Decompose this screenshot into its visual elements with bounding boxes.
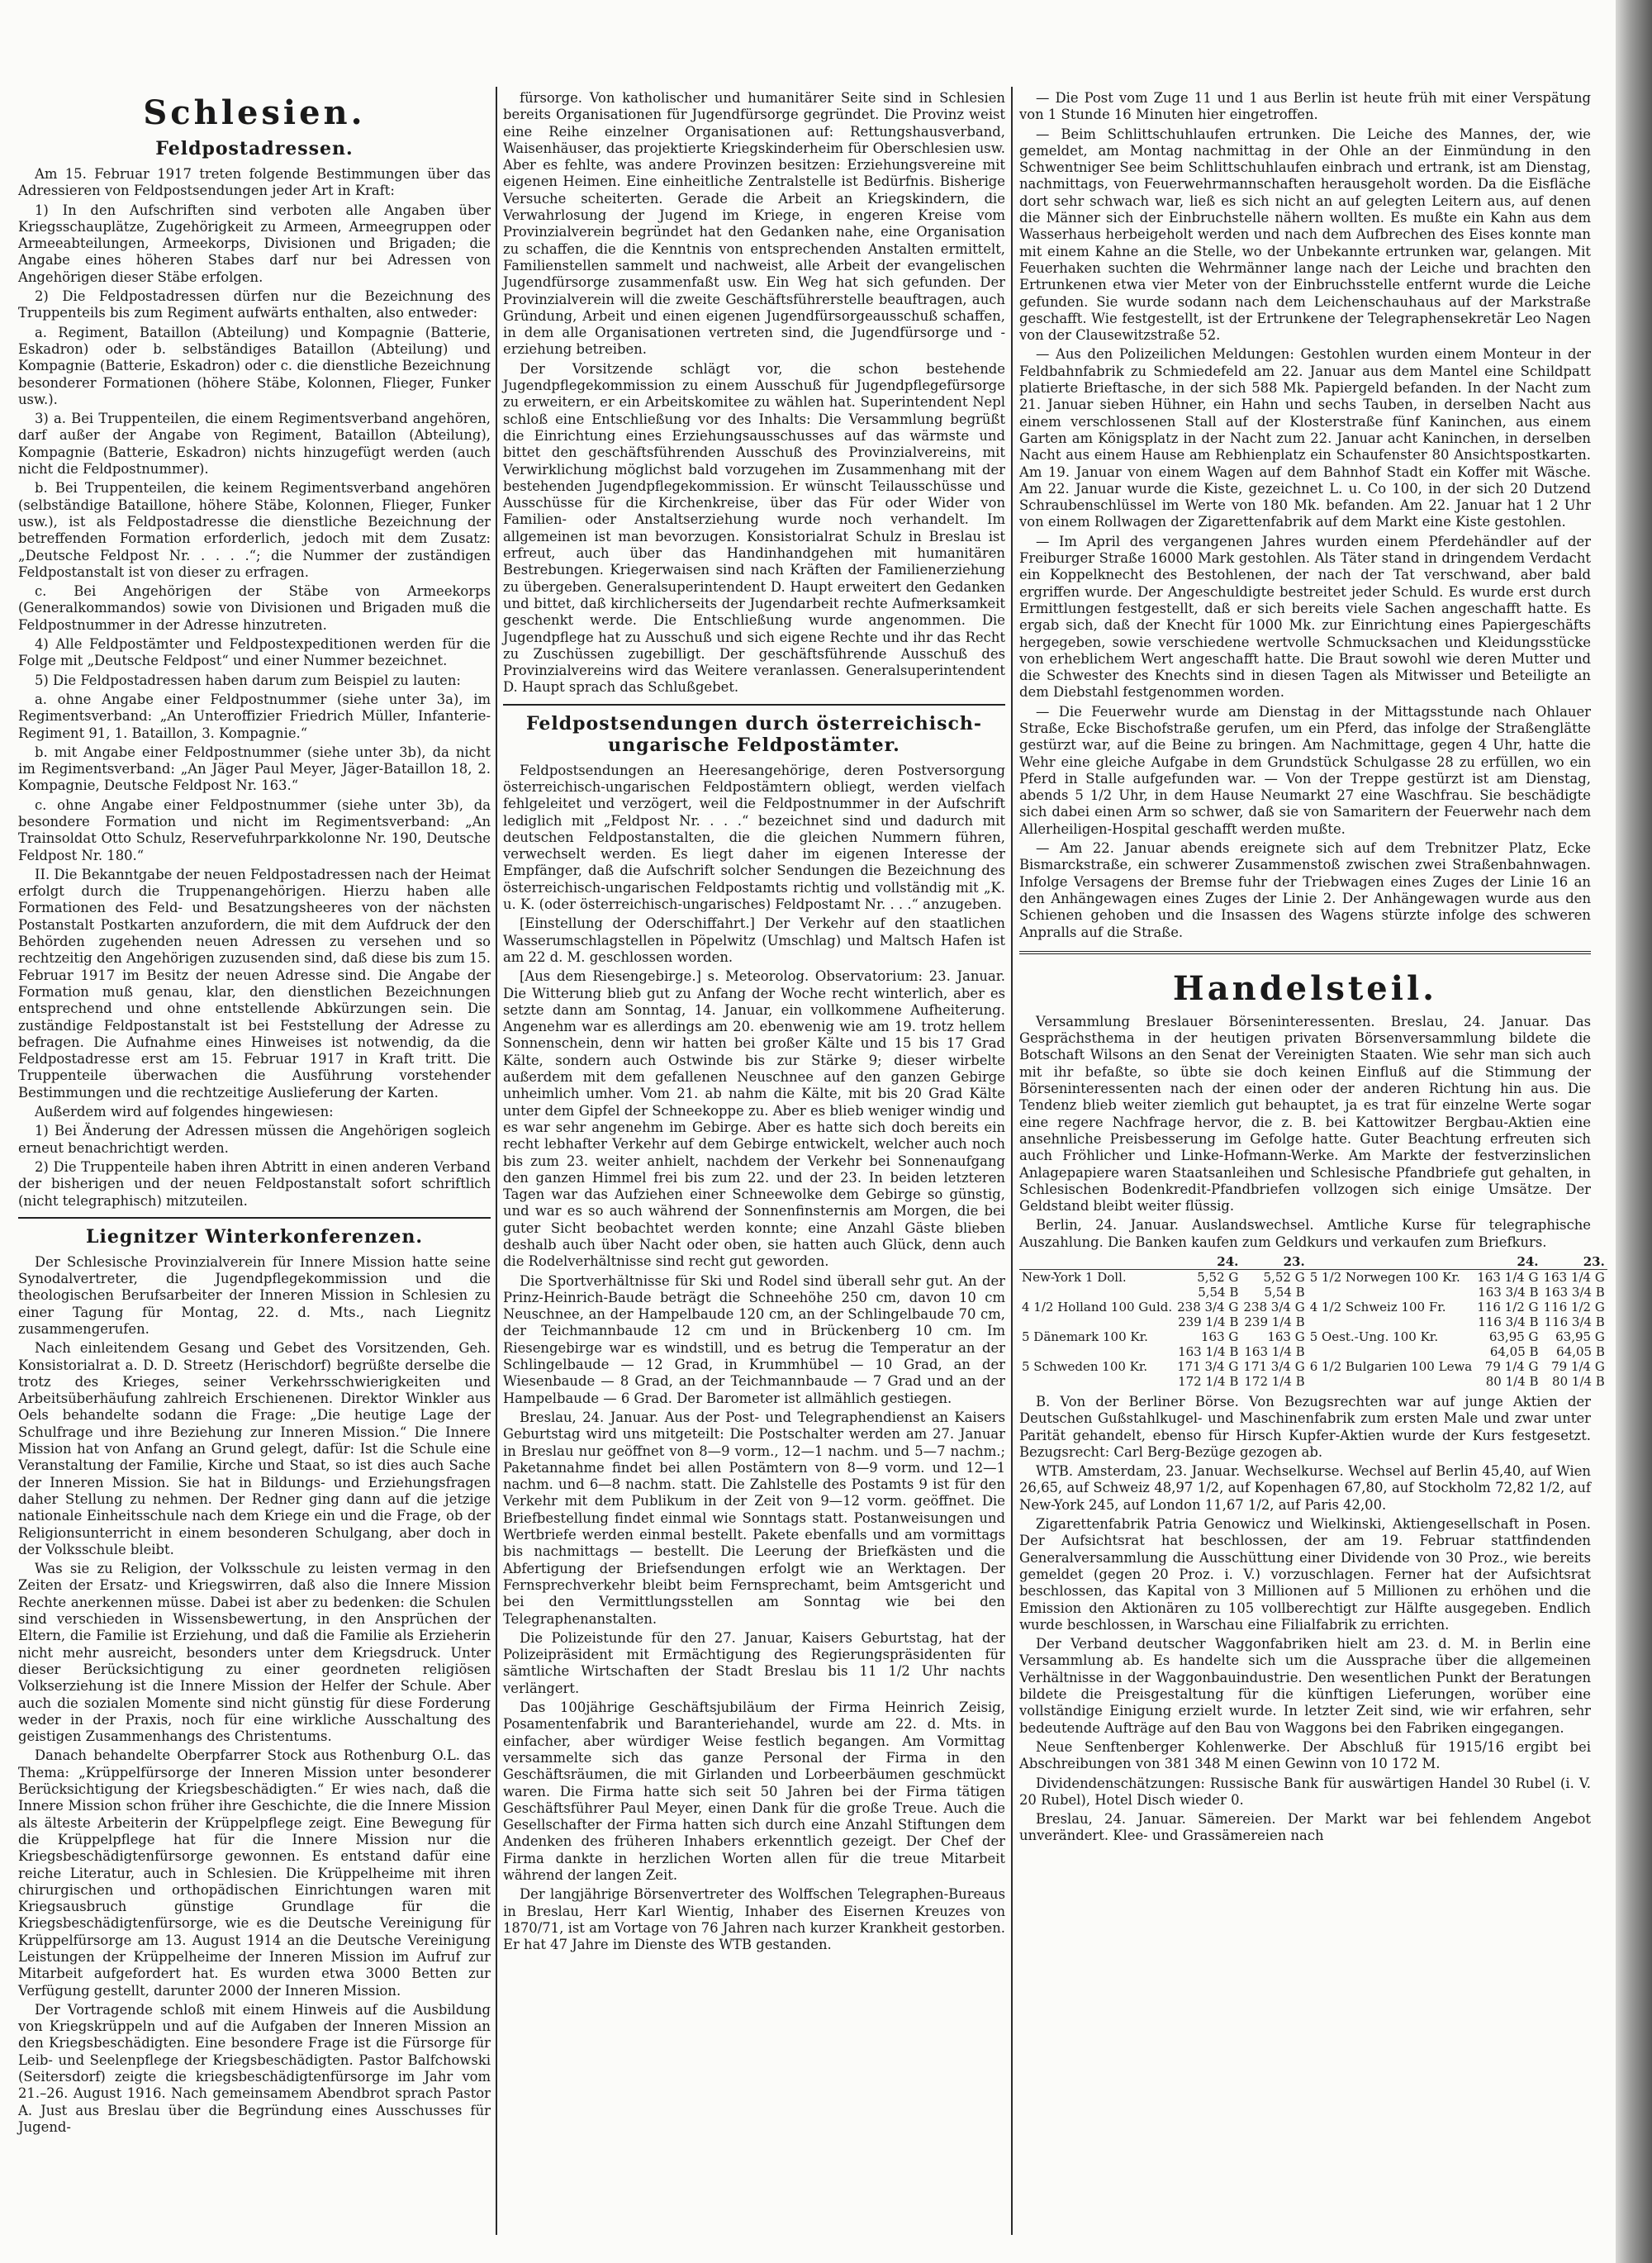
paragraph: WTB. Amsterdam, 23. Januar. Wechselkurse. Wechsel auf Berlin 45,40, auf Wien 26,65, auf Schweiz 48,97 1/2, auf Kopenhagen 67,80, auf Stockholm 72,82 1/2, auf New-York 245, auf London 11,67 1/2, auf Paris 42,00.	[1019, 1463, 1591, 1513]
paragraph: Danach behandelte Oberpfarrer Stock aus Rothenburg O.L. das Thema: „Krüppelfürsorge der Inneren Mission unter besonderer Berücksichtigung der Kriegsbeschädigten.“ Er wies nach, daß die Innere Mission schon früher ihre Geschichte, die die Innere Mission als älteste Arbeiterin der Krüppelpflege zeigt. Eine Bewegung für die Krüppelpflege hat für die Innere Mission nur die Kriegsbeschädigtenfürsorge gewonnen. Es entstand dafür eine reiche Literatur, auch in Schlesien. Die Krüppelheime mit ihren chirurgischen und orthopädischen Einrichtungen waren mit Kriegsausbruch günstige Grundlage für die Kriegsbeschädigtenfürsorge, wie es die Deutsche Vereinigung für Krüppelfürsorge am 13. August 1914 an die Deutsche Vereinigung Leistungen der Krüppelheime der Inneren Mission im Aufruf zur Mitarbeit aufgefordert hat. Es wurden etwa 3000 Betten zur Verfügung gestellt, darunter 2000 der Inneren Mission.	[18, 1747, 491, 1999]
paragraph: Der Schlesische Provinzialverein für Innere Mission hatte seine Synodalvertreter, die Jugendpflegekommission und die theologischen Berufsarbeiter der Inneren Mission in Schlesien zu einer Tagung für Montag, 22. d. Mts., nach Liegnitz zusammengerufen.	[18, 1253, 491, 1337]
table-cell: 116 1/2 G	[1477, 1300, 1539, 1315]
table-row	[1019, 1285, 1607, 1300]
table-row	[1019, 1270, 1607, 1286]
table-cell: 79 1/4 G	[1551, 1359, 1605, 1374]
paragraph: 4) Alle Feldpostämter und Feldpostexpeditionen werden für die Folge mit „Deutsche Feldpost“ und einer Nummer bezeichnet.	[18, 636, 491, 669]
paragraph: Breslau, 24. Januar. Aus der Post- und Telegraphendienst an Kaisers Geburtstag wird uns mitgeteilt: Die Postschalter werden am 27. Januar in Breslau nur geöffnet von 8—9 vorm., 12—1 nachm. und 5—7 nachm.; Paketannahme findet bei allen Postämtern von 8—9 vorm. und 12—1 nachm. und 6—8 nachm. statt. Die Zahlstelle des Postamts 9 ist für den Verkehr mit dem Publikum in der Zeit von 9—12 vorm. geöffnet. Die Briefbestellung findet einmal wie Sonntags statt. Postanweisungen und Wertbriefe werden einmal bestellt. Pakete ebenfalls und am vormittags bis nachmittags — bestellt. Die Leerung der Briefkästen und die Abfertigung der Briefsendungen erfolgt wie an Werktagen. Der Fernsprechverkehr bleibt beim Fernsprechamt, beim Amtsgericht und bei den Vermittlungsstellen am Sonntag wie bei den Telegraphenanstalten.	[503, 1409, 1005, 1627]
table-cell	[1019, 1285, 1175, 1300]
paragraph: Der langjährige Börsenvertreter des Wolffschen Telegraphen-Bureaus in Breslau, Herr Karl Wientig, Inhaber des Eisernen Kreuzes von 1870/71, ist am Vortage von 76 Jahren nach kurzer Krankheit gestorben. Er hat 47 Jahre im Dienste des WTB gestanden.	[503, 1886, 1005, 1953]
table-cell: 63,95 G	[1555, 1329, 1605, 1344]
table-cell: 116 3/4 B	[1544, 1315, 1605, 1329]
paragraph: — Am 22. Januar abends ereignete sich auf dem Trebnitzer Platz, Ecke Bismarckstraße, ein schwerer Zusammenstoß zwischen zwei Straßenbahnwagen. Infolge Versagens der Bremse fuhr der Triebwagen eines Zuges der Linie 16 an den Anhängewagen eines Zuges der Linie 2. Der Anhängewagen wurde aus den Schienen gehoben und die Insassen des Wagens stürzte infolge des schweren Anpralls auf die Straße.	[1019, 840, 1591, 940]
table-cell: New-York 1 Doll.	[1022, 1270, 1127, 1285]
table-cell: 5 Oest.-Ung. 100 Kr.	[1309, 1329, 1439, 1344]
table-cell: 163 G	[1201, 1329, 1239, 1344]
table-cell: 64,05 B	[1556, 1344, 1605, 1359]
table-cell: 171 3/4 G	[1243, 1359, 1305, 1374]
table-body	[1019, 1270, 1607, 1390]
table-header-cell	[1019, 1254, 1175, 1270]
article-liegnitz	[18, 1254, 491, 2136]
table-cell: 163 1/4 B	[1178, 1344, 1239, 1359]
table-cell: 171 3/4 G	[1177, 1359, 1239, 1374]
table-cell: 163 G	[1267, 1329, 1305, 1344]
section-heading-handelsteil: Handelsteil.	[1172, 968, 1438, 1008]
table-cell: 80 1/4 B	[1485, 1374, 1539, 1389]
table-cell: 4 1/2 Holland 100 Guld.	[1022, 1300, 1173, 1315]
article-heading-feldpostadressen: Feldpostadressen.	[155, 138, 354, 159]
article-feldpostadressen	[18, 166, 491, 1210]
table-cell	[1019, 1344, 1175, 1359]
article-boersen	[1019, 1014, 1591, 1251]
table-cell: 163 1/4 G	[1543, 1270, 1605, 1285]
paragraph: — Beim Schlittschuhlaufen ertrunken. Die Leiche des Mannes, der, wie gemeldet, am Montag nachmittag in der Ohle an der Einmündung in den Schwentniger See beim Schlittschuhlaufen einbrach und ertrank, ist am Dienstag, nachmittags, von Feuerwehrmannschaften herausgeholt worden. Da die Eisfläche dort sehr schwach war, ließ es sich nicht an auf gelegten Leitern aus, auf denen die Männer sich der Einbruchstelle nähern wollten. Es mußte ein Kahn aus dem Wasserhaus herbeigeholt werden und nach dem Aufbrechen des Eises konnte man mit einem Kahne an die Stelle, wo der Unbekannte ertrunken war, gelangen. Mit Feuerhaken suchten die Wehrmänner lange nach der Leiche und brachten den Ertrunkenen etwa vier Meter von der Einbruchsstelle entfernt wurde die Leiche gefunden. Sie wurde sodann nach dem Leichenschauhaus auf der Markstraße geschafft. Wie festgestellt, ist der Ertrunkene der Telegraphensekretär Leo Nagen von der Clausewitzstraße 52.	[1019, 126, 1591, 344]
paragraph: Am 15. Februar 1917 treten folgende Bestimmungen über das Adressieren von Feldpostsendungen jeder Art in Kraft:	[18, 166, 491, 199]
table-row	[1019, 1359, 1607, 1374]
table-row	[1019, 1329, 1607, 1344]
paragraph: 3) a. Bei Truppenteilen, die einem Regimentsverband angehören, darf außer der Angabe von Regiment, Bataillon (Abteilung), Kompagnie (Batterie, Eskadron) nichts hinzugefügt werden (auch nicht die Feldpostnummer).	[18, 411, 491, 478]
paragraph: Das 100jährige Geschäftsjubiläum der Firma Heinrich Zeisig, Posamentenfabrik und Baranteriehandel, wurde am 22. d. Mts. in einfacher, aber würdiger Weise festlich begangen. Am Vormittag versammelte sich das ganze Personal der Firma in den Geschäftsräumen, die mit Girlanden und Lorbeerbäumen geschmückt waren. Die Firma hatte sich seit 50 Jahren bei der Firma tätigen Geschäftsführer Paul Meyer, einen Dank für die große Treue. Auch die Gesellschafter der Firma hatten sich durch eine Anzahl Stiftungen dem Andenken des früheren Inhabers erkenntlich gezeigt. Der Chef der Firma dankte in herzlichen Worten allen für die treue Mitarbeit während der langen Zeit.	[503, 1700, 1005, 1883]
article-divider	[503, 704, 1005, 706]
paragraph: Die Polizeistunde für den 27. Januar, Kaisers Geburtstag, hat der Polizeipräsident mit Ermächtigung des Regierungspräsidenten für sämtliche Wirtschaften der Stadt Breslau bis 11 1/2 Uhr nachts verlängert.	[503, 1629, 1005, 1696]
article-jugendfuersorge	[503, 90, 1005, 696]
column-rule	[1011, 87, 1013, 2235]
table-row	[1019, 1300, 1607, 1315]
paragraph: B. Von der Berliner Börse. Von Bezugsrechten war auf junge Aktien der Deutschen Gußstahlkugel- und Maschinenfabrik zum ersten Male und zwar unter Parität gehandelt, ebenso für Hirsch Kupfer-Aktien wurde der Kurs festgesetzt. Bezugsrecht: Carl Berg-Bezüge gezogen ab.	[1019, 1394, 1591, 1460]
table-cell: 238 3/4 G	[1243, 1300, 1305, 1315]
paragraph: c. ohne Angabe einer Feldpostnummer (siehe unter 3b), da besondere Formation und nicht im Regimentsverband: „An Trainsoldat Otto Schulz, Reservefuhrparkkolonne Nr. 190, Deutsche Feldpost Nr. 180.“	[18, 796, 491, 863]
local-news	[1019, 90, 1591, 941]
article-heading-liegnitz: Liegnitzer Winterkonferenzen.	[86, 1225, 423, 1248]
table-cell	[1019, 1315, 1175, 1329]
table-header-cell: 24.	[1175, 1254, 1241, 1270]
paragraph: — Im April des vergangenen Jahres wurden einem Pferdehändler auf der Freiburger Straße 16000 Mark gestohlen. Als Täter stand in dringendem Verdacht ein Koppelknecht des Bestohlenen, der nach der Tat verschwand, aber bald ergriffen wurde. Der Angeschuldigte bestreitet jeder Schuld. Es wurde erst durch Ermittlungen festgestellt, daß er sich bereits viele Sachen angeschafft hatte. Es ergab sich, daß der Knecht für 1000 Mk. zur Einrichtung eines Papiergeschäfts hergegeben, sowie verschiedene wertvolle Schmucksachen und Kleidungsstücke von erheblichem Wert angeschafft hatte. Die Braut sowohl wie deren Mutter und die Schwester des Knechts sind in diesen Tagen als Mitwisser und Beteiligte an dem Diebstahl festgenommen worden.	[1019, 533, 1591, 701]
table-cell	[1019, 1374, 1175, 1389]
table-cell: 5,54 B	[1198, 1285, 1239, 1300]
table-cell: 80 1/4 B	[1552, 1374, 1605, 1389]
paragraph: Versammlung Breslauer Börseninteressenten. Breslau, 24. Januar. Das Gesprächsthema in der heutigen privaten Börsenversammlung bildete die Botschaft Wilsons an den Senat der Vereinigten Staaten. Wie sehr man sich auch mit ihr befaßte, so übte sie doch keinen Einfluß auf die Stimmung der Börseninteressenten nach der einen oder der anderen Richtung hin aus. Die Tendenz blieb weiter ziemlich gut behauptet, ja es trat für einzelne Werte sogar eine regere Nachfrage hervor, die z. B. bei Kattowitzer Bergbau-Aktien eine ansehnliche Preisbesserung im Gefolge hatte. Guter Beachtung erfreuten sich auch Fröhlicher und Linke-Hofmann-Werke. Am Markte der festverzinslichen Anlagepapiere waren Staatsanleihen und Schlesische Pfandbriefe gut gehalten, in Schlesischen Bodenkredit-Pfandbriefen vollzogen sich einige Umsätze. Der Geldstand bleibt weiter flüssig.	[1019, 1013, 1591, 1215]
table-row	[1019, 1374, 1607, 1389]
table-header-cell: 23.	[1541, 1254, 1607, 1270]
table-cell: 5,52 G	[1197, 1270, 1239, 1285]
table-cell: 116 3/4 B	[1478, 1315, 1539, 1329]
column-rule	[496, 87, 497, 2235]
paragraph: 2) Die Feldpostadressen dürfen nur die Bezeichnung des Truppenteils bis zum Regiment aufwärts enthalten, also entweder:	[18, 288, 491, 321]
article-heading-feldpost-oesterreich: Feldpostsendungen durch österreichisch-ungarische Feldpostämter.	[526, 712, 982, 756]
paragraph: Was sie zu Religion, der Volksschule zu leisten vermag in den Zeiten der Ersatz- und Kriegswirren, daß also die Innere Mission Rechte anerkennen müsse. Dabei ist aber zu bedenken: die Schulen sind verschieden in Wissensbewertung, in den Ansprüchen der Eltern, die Familie ist Erziehung, und daß die Familie als Erzieherin nicht mehr ausreicht, besonders unter dem Kriegsdruck. Unter dieser Berücksichtigung zu einer geordneten religiösen Volkserziehung ist die Innere Mission der Helfer der Schule. Aber auch die sozialen Momente sind nicht günstig für diese Forderung weder in der Praxis, noch für eine wirkliche Ausschaltung des geistigen Zusammenhangs des Christentums.	[18, 1561, 491, 1745]
paragraph: Die Sportverhältnisse für Ski und Rodel sind überall sehr gut. An der Prinz-Heinrich-Baude beträgt die Schneehöhe 250 cm, davon 10 cm Neuschnee, an der Hampelbaude 120 cm, an der Schlingelbaude 70 cm, der Teichmannbaude 12 cm und in Brückenberg 10 cm. Im Riesengebirge war es windstill, und es betrug die Temperatur an der Schlingelbaude — 12 Grad, in Krummhübel — 10 Grad, an der Wiesenbaude — 8 Grad, an der Teichmannbaude — 7 Grad und an der Hampelbaude — 6 Grad. Der Barometer ist allmählich gestiegen.	[503, 1272, 1005, 1406]
paragraph: 2) Die Truppenteile haben ihren Abtritt in einen anderen Verband der bisherigen und der neuen Feldpostanstalt sofort schriftlich (nicht telegraphisch) mitzuteilen.	[18, 1158, 491, 1209]
paragraph: a. ohne Angabe einer Feldpostnummer (siehe unter 3a), im Regimentsverband: „An Unteroffizier Friedrich Müller, Infanterie-Regiment 91, 1. Bataillon, 3. Kompagnie.“	[18, 691, 491, 741]
table-cell: 163 3/4 B	[1544, 1285, 1605, 1300]
table-cell: 6 1/2 Bulgarien 100 Lewa	[1309, 1359, 1473, 1374]
table-cell: 163 1/4 B	[1244, 1344, 1305, 1359]
paragraph: — Die Feuerwehr wurde am Dienstag in der Mittagsstunde nach Ohlauer Straße, Ecke Bischofstraße gerufen, um ein Pferd, das infolge der Straßenglätte gestürzt war, auf die Beine zu bringen. Am Nachmittage, gegen 4 Uhr, hatte die Wehr eine gleiche Aufgabe in dem Grundstück Schulgasse 28 zu erfüllen, wo ein Pferd in Stalle aufgefunden war. — Von der Treppe gestürzt ist am Dienstag, abends 5 1/2 Uhr, in dem Hause Neumarkt 27 eine Waschfrau. Sie beschädigte sich dabei einen Arm so schwer, daß sie von Samaritern der Feuerwehr nach dem Allerheiligen-Hospital geschafft werden mußte.	[1019, 703, 1591, 837]
article-divider	[18, 1217, 491, 1219]
table-header-cell	[1308, 1254, 1475, 1270]
paragraph: II. Die Bekanntgabe der neuen Feldpostadressen nach der Heimat erfolgt durch die Truppenangehörigen. Hierzu haben alle Formationen des Feld- und Besatzungsheeres von der nächsten Postanstalt Postkarten anzufordern, die mit dem Aufdruck der den Behörden zugehenden neuen Adressen zu versehen und so rechtzeitig den Angehörigen zuzusenden sind, daß diese bis zum 15. Februar 1917 im Besitz der neuen Adresse sind. Die Angabe der Formation muß genau, klar, den dienstlichen Bezeichnungen entsprechend und ohne entstellende Abkürzungen sein. Die zuständige Feldpostanstalt ist bei Feststellung der Adresse zu befragen. Die Aufnahme eines Hinweises ist notwendig, da die Feldpostadresse erst am 15. Februar 1917 in Kraft tritt. Die Truppenteile überwachen die Ausführung vorstehender Bestimmungen und die rechtzeitige Auslieferung der Karten.	[18, 866, 491, 1101]
paragraph: Dividendenschätzungen: Russische Bank für auswärtigen Handel 30 Rubel (i. V. 20 Rubel), Hotel Disch wieder 0.	[1019, 1775, 1591, 1808]
section-divider	[1019, 951, 1591, 954]
paragraph: Feldpostsendungen an Heeresangehörige, deren Postversorgung österreichisch-ungarischen Feldpostämtern obliegt, werden vielfach fehlgeleitet und verzögert, weil die Feldpostnummer in der Aufschrift lediglich mit „Feldpost Nr. . . .“ bezeichnet sind und dadurch mit deutschen Feldpostanstalten, die die gleichen Nummern führen, verwechselt werden. Es liegt daher im eigenen Interesse der Empfänger, daß die Aufschrift solcher Sendungen die Bezeichnung des österreichisch-ungarischen Feldpostamts richtig und vollständig mit „K. u. K. (oder österreichisch-ungarisches) Feldpostamt Nr. . . .“ anzugeben.	[503, 762, 1005, 913]
paragraph: Der Vortragende schloß mit einem Hinweis auf die Ausbildung von Kriegskrüppeln und auf die Aufgaben der Inneren Mission an den Kriegsbeschädigten. Eine besondere Frage ist die Fürsorge für Leib- und Seelenpflege der Kriegsbeschädigten. Pastor Balfchowski (Seitersdorf) zeigte die kriegsbeschädigtenfürsorge im Jahr vom 21.–26. August 1916. Nach gemeinsamem Abendbrot sprach Pastor A. Just aus Breslau über die Begründung eines Ausschusses für Jugend-	[18, 2001, 491, 2135]
table-cell	[1308, 1285, 1475, 1300]
table-cell: 116 1/2 G	[1543, 1300, 1605, 1315]
table-cell: 64,05 B	[1489, 1344, 1539, 1359]
paragraph: fürsorge. Von katholischer und humanitärer Seite sind in Schlesien bereits Organisationen für Jugendfürsorge gegründet. Die Provinz weist eine Reihe einzelner Organisationen auf: Rettungshausverband, Waisenhäuser, das projektierte Kriegskinderheim für Oberschlesien usw. Aber es fehlte, was andere Provinzen besitzen: Erziehungsvereine mit eigenen Heimen. Eine einheitliche Zentralstelle ist Bedürfnis. Bisherige Versuche scheiterten. Gerade die Arbeit an Kriegskindern, die Verwahrlosung der Jugend im Kriege, in engeren Kreise vom Provinzialverein begründet hat den Gedanken nahe, eine Organisation zu schaffen, die die Kenntnis von entsprechenden Anstalten ermittelt, Familienstellen sammelt und nachweist, alle Arbeit der evangelischen Jugendfürsorge zusammenfaßt usw. Ein Weg hat sich gefunden. Der Provinzialverein will die zweite Geschäftsführerstelle beauftragen, auch Gründung, Arbeit und einen eigenen Jugendfürsorgeausschuß schaffen, in dem alle Organisationen vertreten sind, die Jugendfürsorge und -erziehung betreiben.	[503, 90, 1005, 358]
section-heading-schlesien: Schlesien.	[143, 93, 366, 132]
table-cell: 79 1/4 G	[1484, 1359, 1539, 1374]
page-edge-shadow	[1616, 0, 1652, 2263]
column-2	[503, 78, 1005, 2218]
paragraph: Breslau, 24. Januar. Sämereien. Der Markt war bei fehlendem Angebot unverändert. Klee- und Grassämereien nach	[1019, 1811, 1591, 1844]
table-cell	[1308, 1344, 1475, 1359]
table-cell: 172 1/4 B	[1244, 1374, 1305, 1389]
table-cell: 238 3/4 G	[1177, 1300, 1239, 1315]
paragraph: Berlin, 24. Januar. Auslandswechsel. Amtliche Kurse für telegraphische Auszahlung. Die Banken kaufen zum Geldkurs und verkaufen zum Briefkurs.	[1019, 1217, 1591, 1250]
table-cell: 5,52 G	[1263, 1270, 1305, 1285]
paragraph: Nach einleitendem Gesang und Gebet des Vorsitzenden, Geh. Konsistorialrat a. D. D. Streetz (Herischdorf) begrüßte derselbe die trotz des Krieges, seiner Verkehrsschwierigkeiten und Arbeitsüberhäufung zahlreich Erschienenen. Direktor Winkler aus Oels behandelte sodann die Frage: „Die heutige Lage der Schulfrage und ihre Beziehung zur Inneren Mission.“ Die Innere Mission hat von Anfang an Grund gelegt, dafür: Ist die Schule eine Veranstaltung der Familie, Kirche und Staat, so ist dies auch Sache der Inneren Mission. Sie hat in Bildungs- und Erziehungsfragen daher Stellung zu nehmen. Der Redner ging dann auf die jetzige nationale Einheitsschule nach dem Kriege ein und die Frage, ob der Religionsunterricht in einem besonderen Schulgang, aber doch in der Volksschule bleibt.	[18, 1340, 491, 1557]
paragraph: b. mit Angabe einer Feldpostnummer (siehe unter 3b), da nicht im Regimentsverband: „An Jäger Paul Meyer, Jäger-Bataillon 18, 2. Kompagnie, Deutsche Feldpost Nr. 163.“	[18, 744, 491, 794]
paragraph: 5) Die Feldpostadressen haben darum zum Beispiel zu lauten:	[35, 672, 461, 688]
table-cell: 5 Schweden 100 Kr.	[1022, 1359, 1148, 1374]
paragraph: Der Vorsitzende schlägt vor, die schon bestehende Jugendpflegekommission zu einem Ausschuß für Jugendpflegefürsorge zu erweitern, er ein Arbeitskomitee zu wählen hat. Superintendent Nepl schloß eine Entschließung vor des Inhalts: Die Versammlung begrüßt die Einrichtung eines Erziehungsausschusses auf das wärmste und bittet den geschäftsführenden Ausschuß des Provinzialvereins, mit Verwirklichung möglichst bald vorzugehen im Zusammenhang mit der bestehenden Jugendpflegekommission. Er wünscht Teilausschüsse und Ausschüsse für die Kirchenkreise, über das Für oder Wider von Familien- oder Anstaltserziehung wurde noch verhandelt. Im allgemeinen ist man bevorzugen. Konsistorialrat Schulz in Breslau ist erfreut, auch über das Handinhandgehen mit humanitären Bestrebungen. Kriegerwaisen sind nach Kräften der Familienerziehung zu übergeben. Generalsuperintendent D. Haupt erweitert den Gedanken und bittet, daß kirchlicherseits der Jugendarbeit rechte Aufmerksamkeit geschenkt werde. Die Entschließung wurde angenommen. Die Jugendpflege hat zu Ausschuß und sich eigene Rechte und ihr das Recht zu Zuschüssen zugebilligt. Der geschäftsführende Ausschuß des Provinzialvereins wird das Weitere veranlassen. Generalsuperintendent D. Haupt sprach das Schlußgebet.	[503, 360, 1005, 696]
table-header-cell: 23.	[1241, 1254, 1307, 1270]
table-cell: 163 1/4 G	[1477, 1270, 1539, 1285]
table-cell: 5,54 B	[1264, 1285, 1305, 1300]
paragraph: 1) Bei Änderung der Adressen müssen die Angehörigen sogleich erneut benachrichtigt werden.	[18, 1123, 491, 1156]
paragraph: b. Bei Truppenteilen, die keinem Regimentsverband angehören (selbständige Bataillone, höhere Stäbe, Kolonnen, Flieger, Funker usw.), ist als Feldpostadresse die dienstliche Bezeichnung der betreffenden Formation erforderlich, jedoch mit dem Zusatz: „Deutsche Feldpost Nr. . . . .“; die Nummer der zuständigen Feldpostanstalt ist von dieser zu erfragen.	[18, 480, 491, 580]
table-cell: 239 1/4 B	[1178, 1315, 1239, 1329]
table-cell: 4 1/2 Schweiz 100 Fr.	[1309, 1300, 1446, 1315]
table-header-row	[1019, 1254, 1607, 1270]
table-cell: 5 Dänemark 100 Kr.	[1022, 1329, 1148, 1344]
paragraph: [Einstellung der Oderschiffahrt.] Der Verkehr auf den staatlichen Wasserumschlagstellen in Pöpelwitz (Umschlag) und Maltsch Hafen ist am 22 d. M. geschlossen worden.	[503, 915, 1005, 965]
paragraph: — Aus den Polizeilichen Meldungen: Gestohlen wurden einem Monteur in der Feldbahnfabrik zu Schmiedefeld am 22. Januar aus dem Mantel eine Schildpatt platierte Brieftasche, in der sich 588 Mk. Papiergeld befanden. In der Nacht zum 21. Januar sieben Hühner, ein Hahn und sechs Tauben, in derselben Nacht aus einem verschlossenen Stall auf der Klosterstraße fünf Kaninchen, aus einem Garten am Königsplatz in der Nacht zum 22. Januar acht Kaninchen, in derselben Nacht aus einem Hause am Rebhienplatz ein Schaufenster 80 Ansichtspostkarten. Am 19. Januar von einem Wagen auf dem Bahnhof Stadt ein Koffer mit Wäsche. Am 22. Januar wurde die Kiste, gezeichnet L. u. Co 100, in der sich 20 Dutzend Schraubenschlüssel im Werte von 180 Mk. befanden. Am 22. Januar hat 1 2 Uhr von einem Rollwagen der Zigarettenfabrik auf dem Markt eine Kiste gestohlen.	[1019, 346, 1591, 530]
table-cell: 239 1/4 B	[1244, 1315, 1305, 1329]
exchange-rate-table	[1019, 1254, 1607, 1389]
table-cell: 172 1/4 B	[1178, 1374, 1239, 1389]
column-3	[1019, 78, 1605, 2218]
table-cell: 5 1/2 Norwegen 100 Kr.	[1309, 1270, 1460, 1285]
table-header-cell: 24.	[1474, 1254, 1540, 1270]
paragraph: a. Regiment, Bataillon (Abteilung) und Kompagnie (Batterie, Eskadron) oder b. selbständiges Bataillon (Abteilung) und Kompagnie (Batterie, Eskadron) oder c. die dienstliche Bezeichnung besonderer Formationen (höhere Stäbe, Kolonnen, Flieger, Funker usw.).	[18, 324, 491, 407]
paragraph: Neue Senftenberger Kohlenwerke. Der Abschluß für 1915/16 ergibt bei Abschreibungen von 381 348 M einen Gewinn von 10 172 M.	[1019, 1738, 1591, 1772]
paragraph: — Die Post vom Zuge 11 und 1 aus Berlin ist heute früh mit einer Verspätung von 1 Stunde 16 Minuten hier eingetroffen.	[1019, 90, 1591, 123]
paragraph: [Aus dem Riesengebirge.] s. Meteorolog. Observatorium: 23. Januar. Die Witterung blieb gut zu Anfang der Woche recht winterlich, aber es setzte dann am Sonntag, 14. Januar, ein vollkommene Aufheiterung. Angenehm war es allerdings am 20. ebenwenig wie am 19. trotz hellem Sonnenschein, denn wir hatten bei großer Kälte und 15 bis 17 Grad Kälte, sondern auch Ostwinde bis zur Stärke 9; dieser wirbelte außerdem mit dem gefallenen Neuschnee auf den ganzen Gebirge unheimlich umher. Vom 21. ab nahm die Kälte, mit bis 20 Grad Kälte unter dem Gipfel der Schneekoppe zu. Aber es blieb weniger windig und es war sehr angenehm im Gebirge. Aber es hatte sich doch bereits ein recht lebhafter Verkehr auf dem Gebirge entwickelt, welcher auch noch bis zum 23. weiter anhielt, nachdem der Verkehr bei Sonnenaufgang den ganzen Himmel frei bis zum 22. und der 23. In beiden letzteren Tagen war das Aufziehen einer Schneewolke dem Gebirge so günstig, und war es so auch während der Sonnenfinsternis am Morgen, die bei guter Sicht beobachtet werden konnte; eine Anzahl Gäste blieben deshalb auch über Nacht oder oben, sie hatten auch Glück, denn auch die Rodelverhältnisse sind recht gut geworden.	[503, 968, 1005, 1270]
paragraph: 1) In den Aufschriften sind verboten alle Angaben über Kriegsschauplätze, Zugehörigkeit zu Armeen, Armeegruppen oder Armeeabteilungen, Armeekorps, Divisionen und Brigaden; die Angabe eines höheren Stabes darf nur bei Adressen von Angehörigen dieser Stäbe erfolgen.	[18, 202, 491, 285]
paragraph: Zigarettenfabrik Patria Genowicz und Wielkinski, Aktiengesellschaft in Posen. Der Aufsichtsrat hat beschlossen, der am 19. Februar stattfindenden Generalversammlung die Ausschüttung einer Dividende von 30 Proz., wie bereits gemeldet (gegen 20 Proz. i. V.) vorzuschlagen. Ferner hat der Aufsichtsrat beschlossen, das Kapital von 3 Millionen auf 5 Millionen zu erhöhen und die Emission den Aktionären zu 105 vollberechtigt zur Hälfte ausgegeben. Endlich wurde beschlossen, in Warschau eine Filialfabrik zu errichten.	[1019, 1516, 1591, 1633]
paragraph: c. Bei Angehörigen der Stäbe von Armeekorps (Generalkommandos) sowie von Divisionen und Brigaden muß die Feldpostnummer in der Adresse hinzutreten.	[18, 583, 491, 633]
paragraph: Der Verband deutscher Waggonfabriken hielt am 23. d. M. in Berlin eine Versammlung ab. Es handelte sich um die Aussprache über die allgemeinen Verhältnisse in der Waggonbauindustrie. Den wesentlichen Punkt der Beratungen bildete die Preisgestaltung für die künftigen Lieferungen, worüber eine vollständige Einigung erzielt wurde. In letzter Zeit sind, wie wir erfahren, sehr bedeutende Aufträge auf den Bau von Waggons bei den Fabriken eingegangen.	[1019, 1636, 1591, 1736]
paragraph: Außerdem wird auf folgendes hingewiesen:	[35, 1104, 334, 1120]
table-cell: 163 3/4 B	[1478, 1285, 1539, 1300]
table-cell: 63,95 G	[1488, 1329, 1539, 1344]
table-cell	[1308, 1374, 1475, 1389]
business-news	[1019, 1394, 1591, 1845]
newspaper-page	[18, 78, 1605, 2210]
table-row	[1019, 1344, 1607, 1359]
table-cell	[1308, 1315, 1475, 1329]
column-1	[18, 78, 491, 2218]
article-feldpost-oesterreich	[503, 763, 1005, 1954]
table-row	[1019, 1315, 1607, 1329]
